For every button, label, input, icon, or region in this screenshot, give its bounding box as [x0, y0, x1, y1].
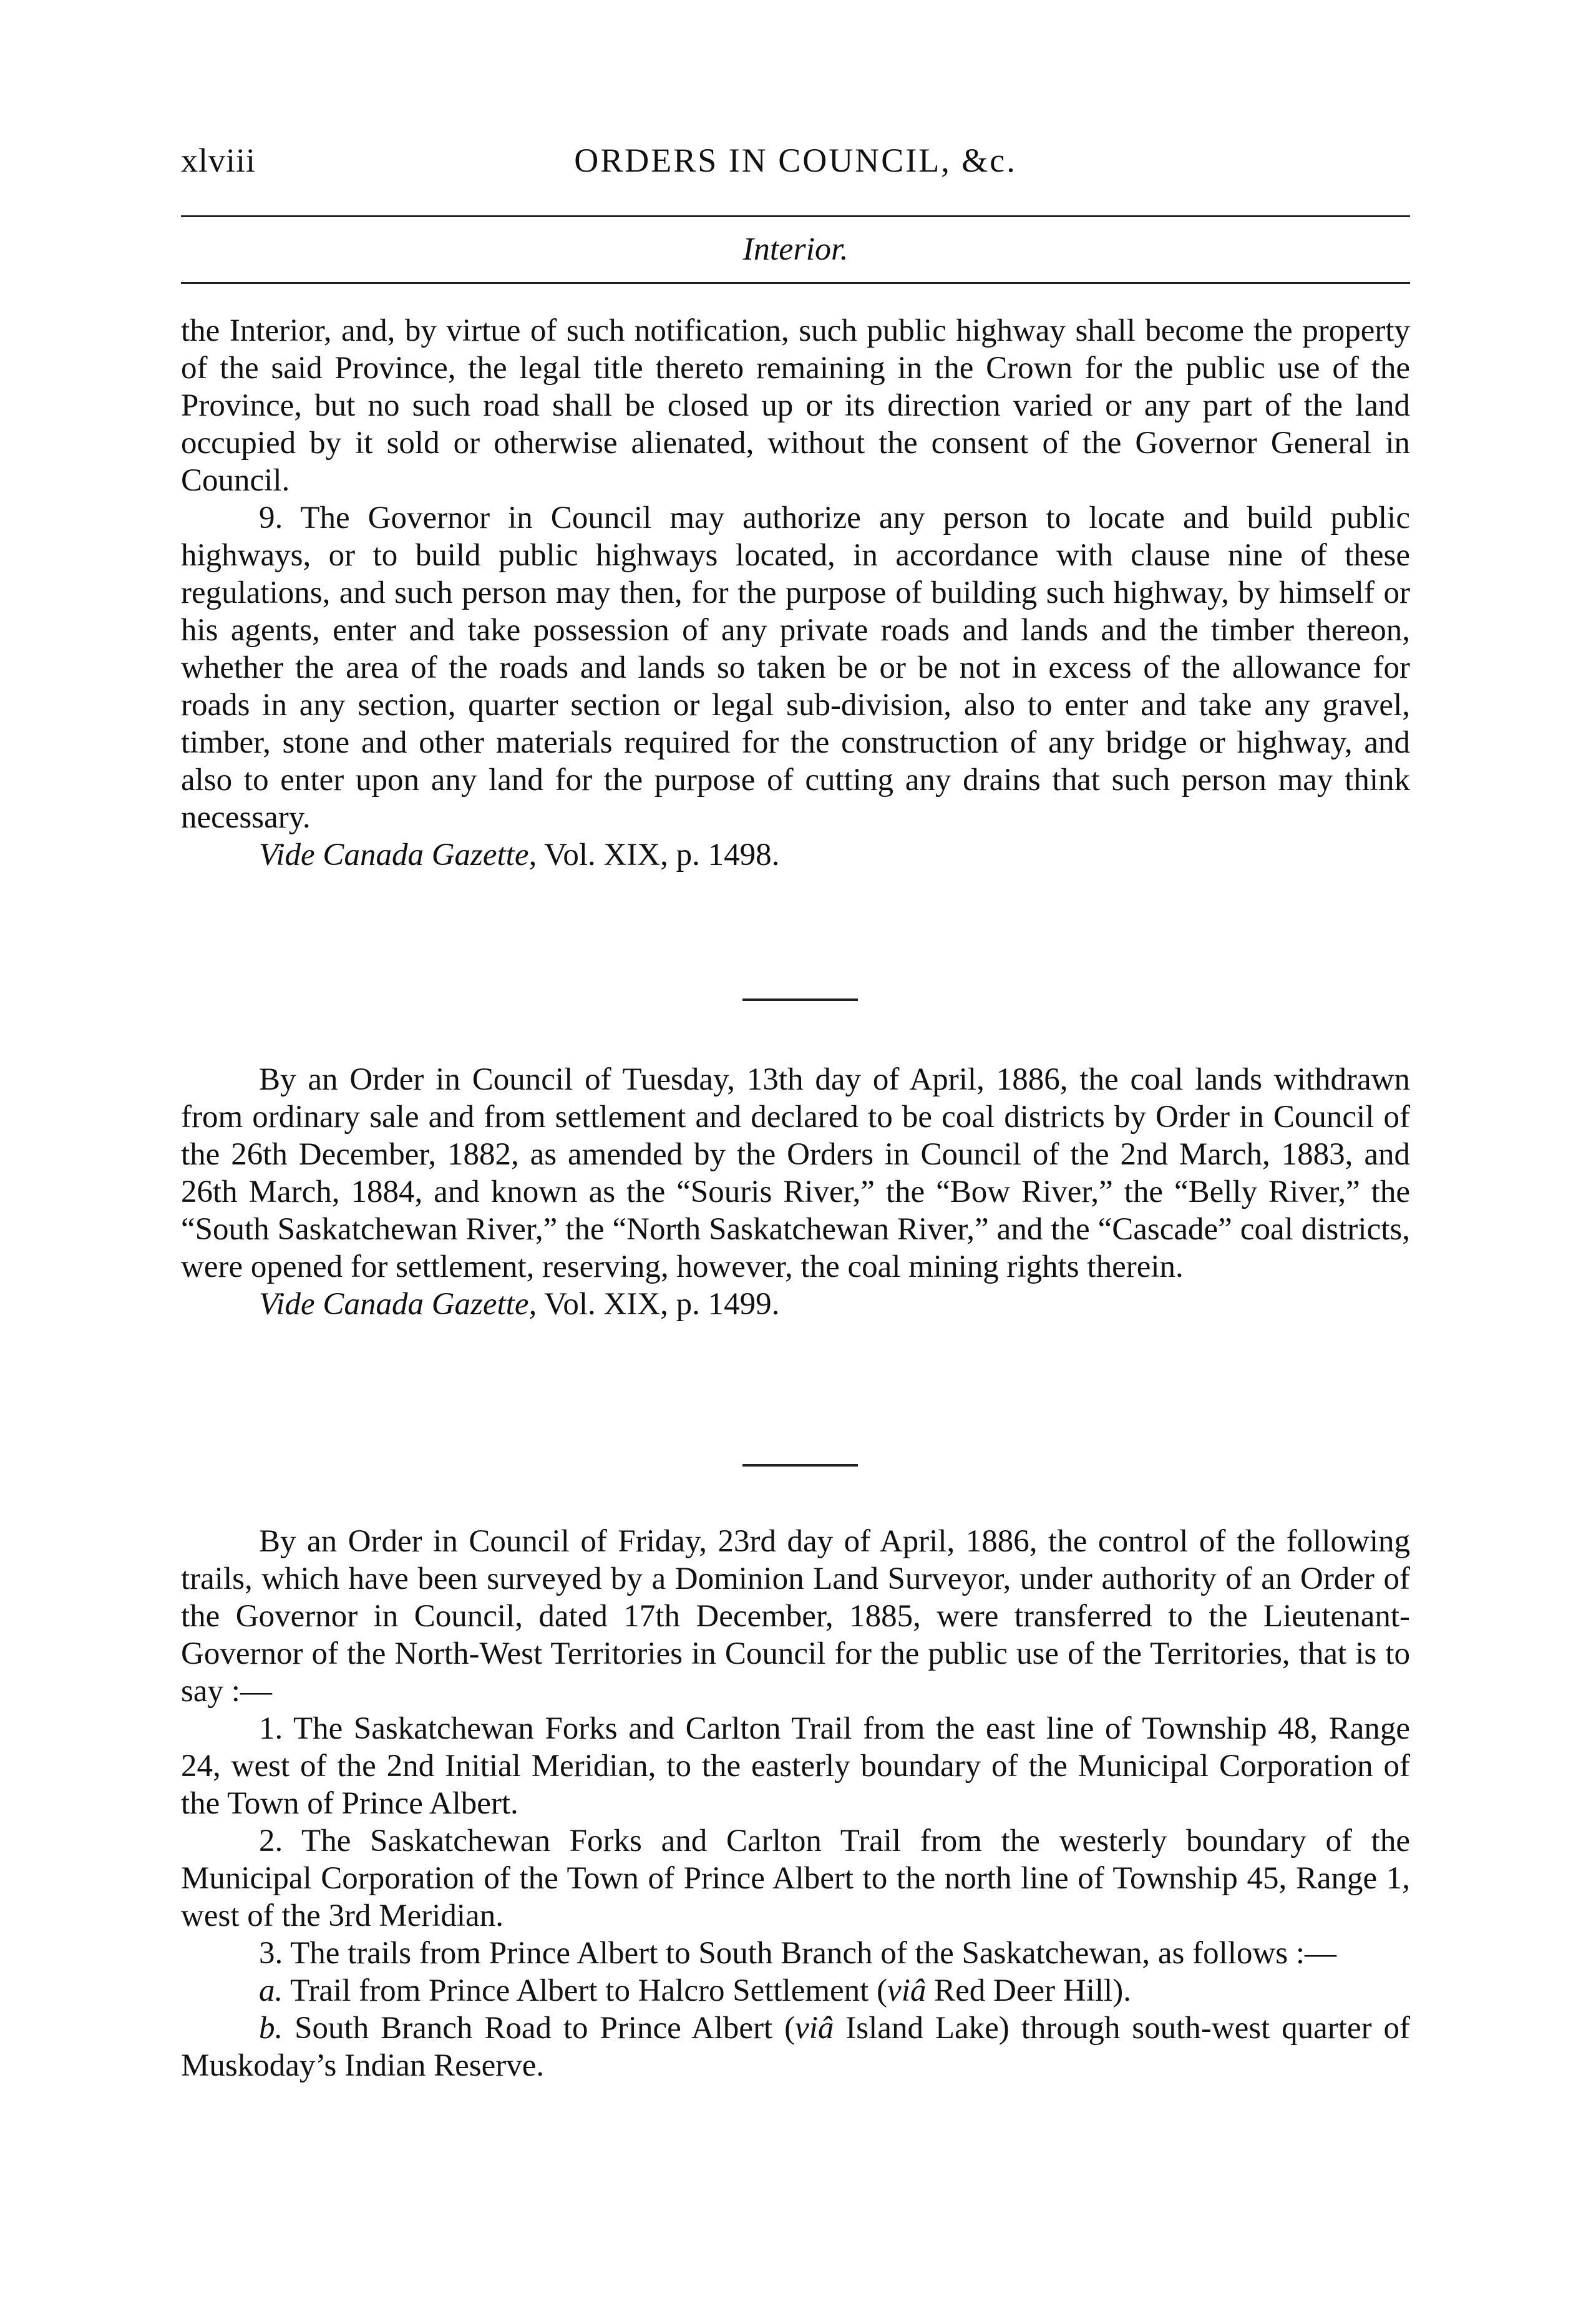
- running-head: [181, 139, 1410, 182]
- subitem-text: South Branch Road to Prince Albert (: [283, 2011, 796, 2046]
- citation-reference: Vol. XIX, p. 1498.: [537, 837, 780, 872]
- trail-item-1: 1. The Saskatchewan Forks and Carlton Trail from the east line of Township 48, Range 24, west of the 2nd Initial Meridian, to the easterly boundary of the Municipal Corporation of the Town of Prince Albert.: [181, 1711, 1410, 1821]
- gazette-citation: [181, 1286, 1410, 1323]
- citation-source: Vide Canada Gazette,: [259, 837, 537, 872]
- citation-reference: Vol. XIX, p. 1499.: [537, 1287, 780, 1322]
- clause-9-paragraph: 9. The Governor in Council may authorize any person to locate and build public highways, or to build public highways located, in accordance with clause nine of these regulations, and such person may then, for the purpose of building such highway, by himself or his agents, enter and take possession of any private roads and lands and the timber thereon, whether the area of the roads and lands so taken be or be not in excess of the allowance for roads in any section, quarter section or legal sub-division, also to enter and take any gravel, timber, stone and other materials required for the construction of any bridge or highway, and also to enter upon any land for the purpose of cutting any drains that such person may think necessary.: [181, 500, 1410, 835]
- subitem-text-end: Red Deer Hill).: [926, 1973, 1131, 2008]
- coal-lands-paragraph: By an Order in Council of Tuesday, 13th day of April, 1886, the coal lands withdrawn from ordinary sale and from settlement and declared to be coal districts by Order in Council of the 26th December, 1882, as amended by the Orders in Council of the 2nd March, 1883, and 26th March, 1884, and known as the “Souris River,” the “Bow River,” the “Belly River,” the “South Saskatchewan River,” the “North Saskatchewan River,” and the “Cascade” coal districts, were opened for settlement, reserving, however, the coal mining rights therein.: [181, 1062, 1410, 1284]
- trails-paragraph: By an Order in Council of Friday, 23rd day of April, 1886, the control of the following trails, which have been surveyed by a Dominion Land Surveyor, under authority of an Order of the Governor in Council, dated 17th December, 1885, were transferred to the Lieutenant-Governor of the North-West Territories in Council for the public use of the Territories, that is to say :—: [181, 1524, 1410, 1709]
- section-divider: [742, 1464, 858, 1467]
- subitem-letter: b.: [259, 2011, 283, 2046]
- page-title: ORDERS IN COUNCIL, &c.: [574, 142, 1017, 179]
- header-rule-top: [181, 215, 1410, 217]
- header-rule-bottom: [181, 282, 1410, 284]
- page-number: xlviii: [181, 142, 256, 179]
- section-coal-lands: [181, 1061, 1410, 1323]
- trail-subitem-b: [181, 2009, 1410, 2084]
- subitem-letter: a.: [259, 1973, 283, 2008]
- subitem-via: viâ: [887, 1973, 927, 2008]
- section-heading: Interior.: [742, 232, 849, 267]
- section-highways: [181, 312, 1410, 874]
- trail-subitem-a: [181, 1972, 1410, 2009]
- subitem-via: viâ: [795, 2011, 834, 2046]
- continuation-paragraph: the Interior, and, by virtue of such notification, such public highway shall become the property of the said Province, the legal title thereto remaining in the Crown for the public use of the Province, but no such road shall be closed up or its direction varied or any part of the land occupied by it sold or otherwise alienated, without the consent of the Governor General in Council.: [181, 313, 1410, 498]
- subitem-text: Trail from Prince Albert to Halcro Settlement (: [283, 1973, 888, 2008]
- trail-item-2: 2. The Saskatchewan Forks and Carlton Trail from the westerly boundary of the Municipal Corporation of the Town of Prince Albert to the north line of Township 45, Range 1, west of the 3rd Meridian.: [181, 1824, 1410, 1933]
- citation-source: Vide Canada Gazette,: [259, 1287, 537, 1322]
- section-trails: [181, 1523, 1410, 2084]
- section-divider: [742, 998, 858, 1001]
- trail-item-3: 3. The trails from Prince Albert to South Branch of the Saskatchewan, as follows :—: [259, 1936, 1337, 1971]
- subitem-text-end: Island Lake) through south-west quarter of Muskoday’s Indian Reserve.: [181, 2011, 1410, 2083]
- gazette-citation: [181, 836, 1410, 874]
